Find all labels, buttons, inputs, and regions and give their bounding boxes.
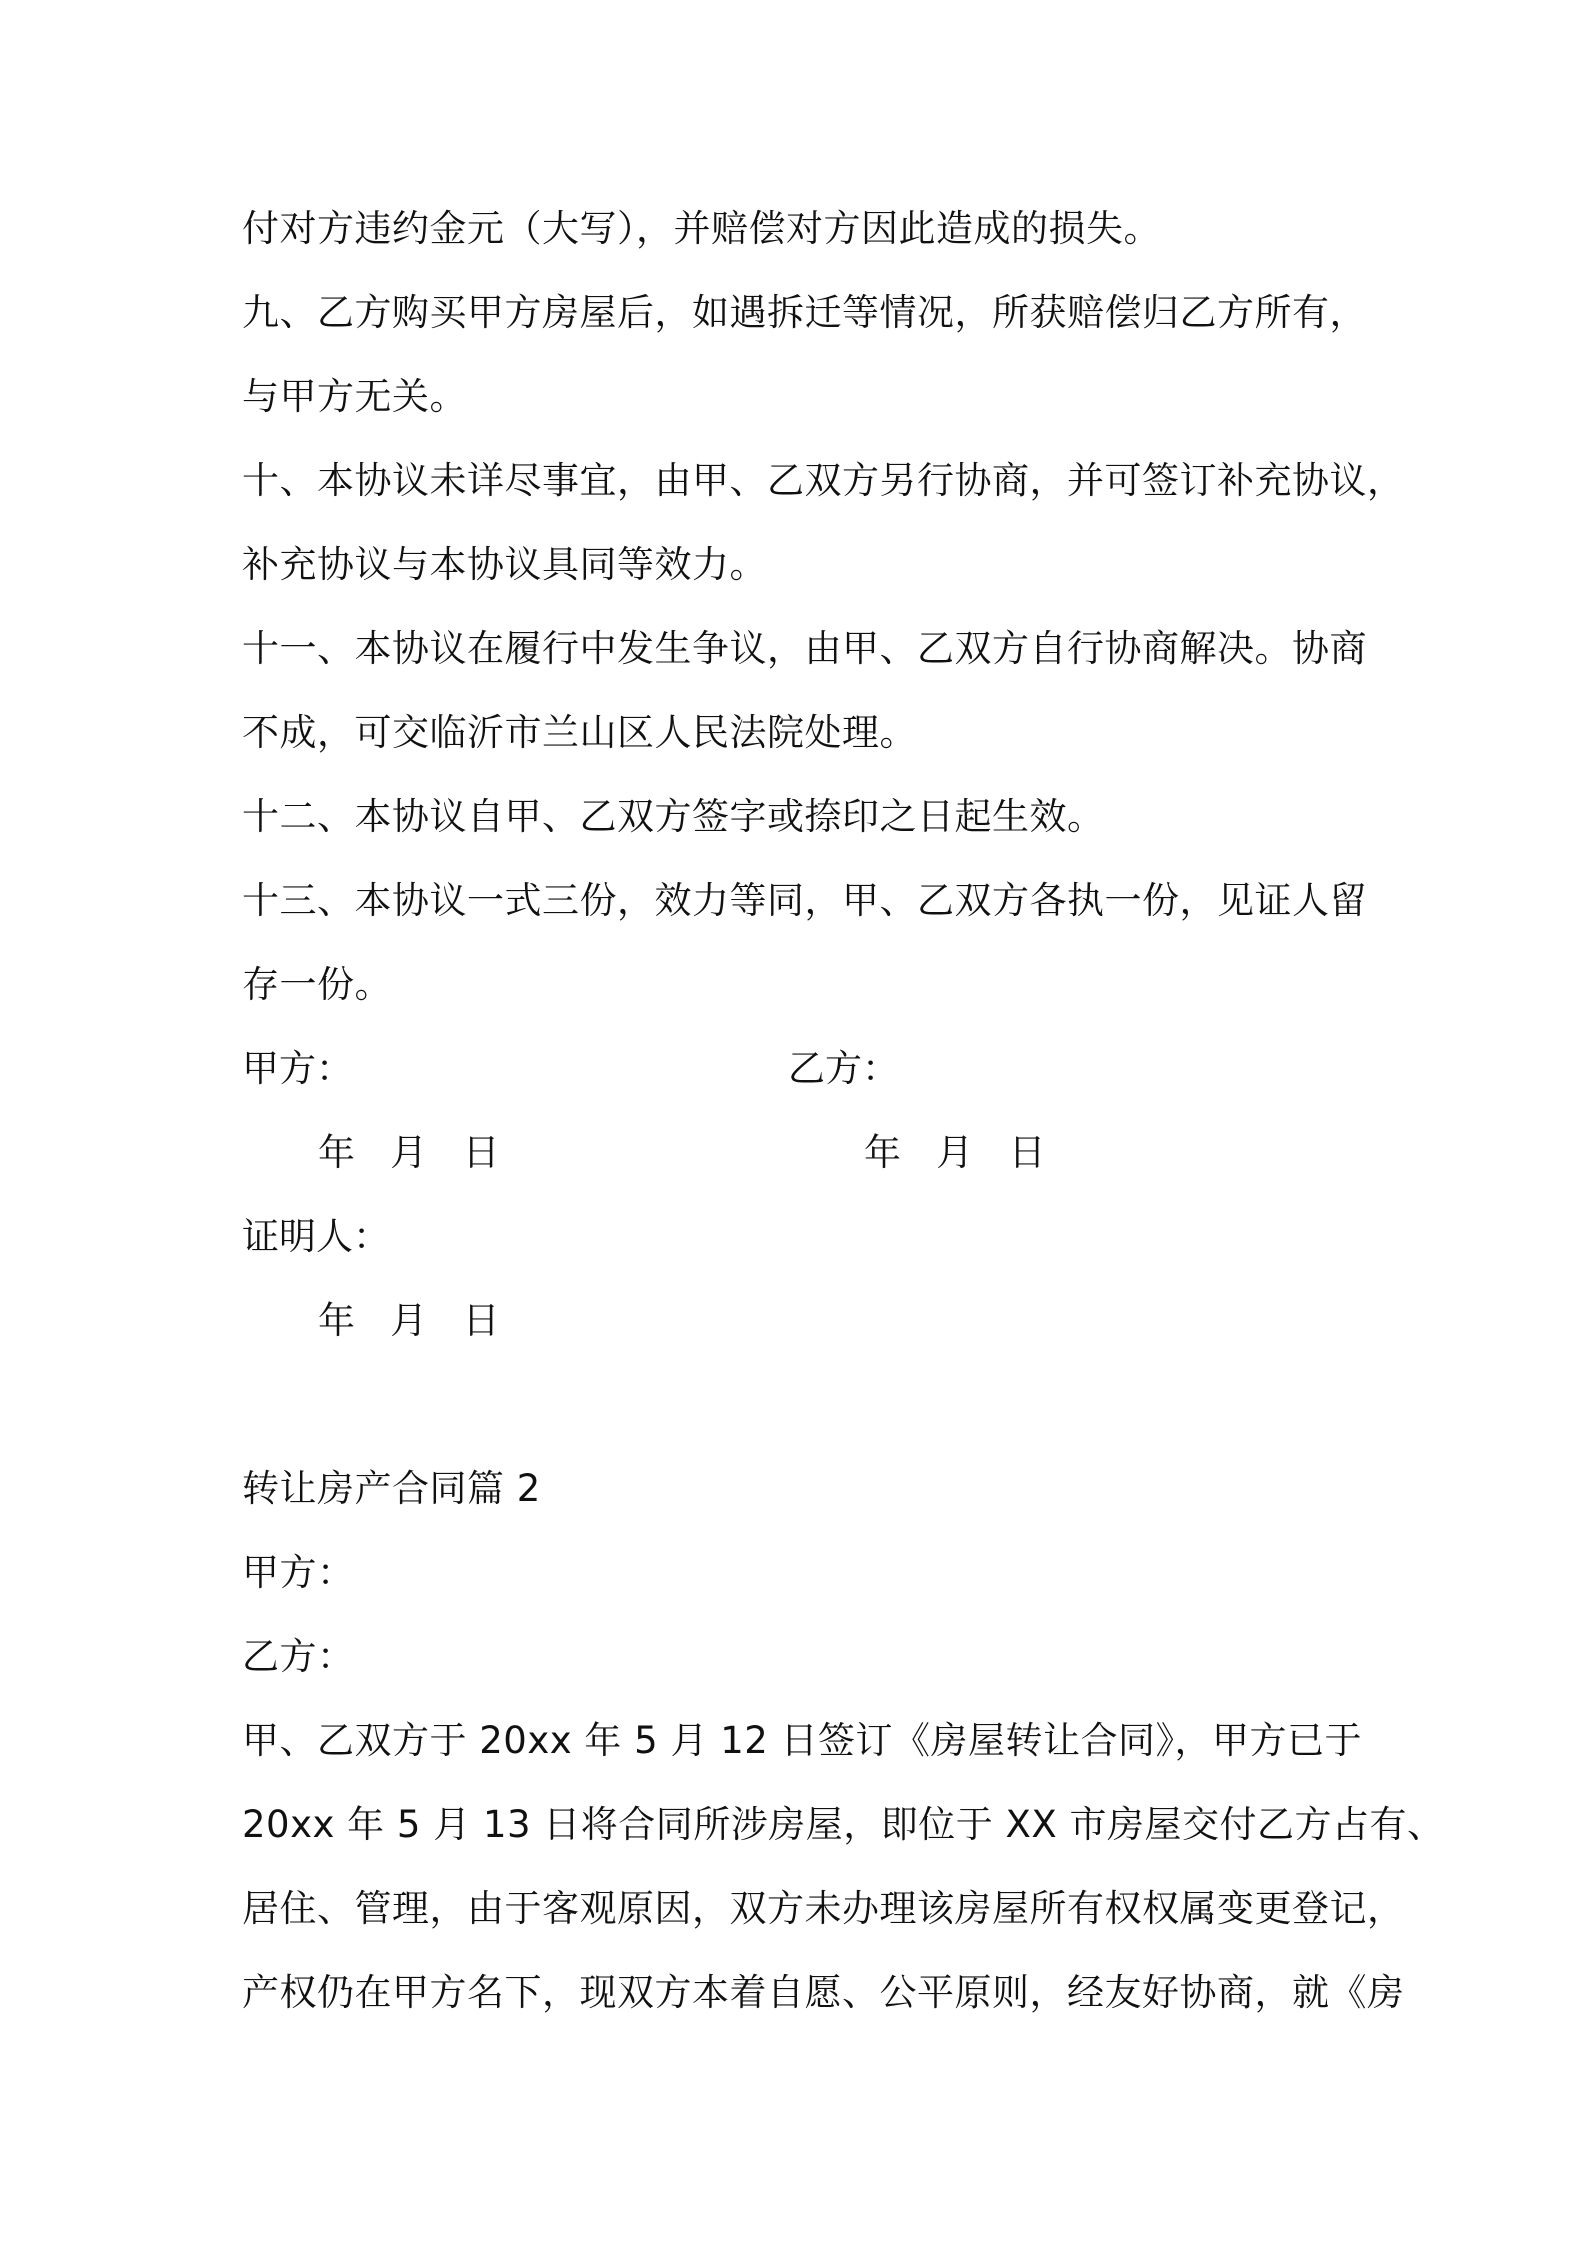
section-title: 转让房产合同篇 2 <box>242 1467 541 1510</box>
section2-party-b-label: 乙方： <box>242 1635 355 1678</box>
section2-body-line: 产权仍在甲方名下，现双方本着自愿、公平原则，经友好协商，就《房 <box>242 1971 1405 2014</box>
paragraph-line: 存一份。 <box>242 963 392 1006</box>
witness-signature-label: 证明人： <box>242 1215 390 1258</box>
section2-party-a-label: 甲方： <box>242 1551 355 1594</box>
paragraph-line: 不成，可交临沂市兰山区人民法院处理。 <box>242 711 917 754</box>
paragraph-line: 九、乙方购买甲方房屋后，如遇拆迁等情况，所获赔偿归乙方所有， <box>242 291 1367 334</box>
witness-date-label: 年 月 日 <box>318 1299 500 1342</box>
paragraph-line: 十三、本协议一式三份，效力等同，甲、乙双方各执一份，见证人留 <box>242 879 1367 922</box>
section2-body-line: 居住、管理，由于客观原因，双方未办理该房屋所有权权属变更登记， <box>242 1887 1405 1930</box>
section2-body-line: 20xx 年 5 月 13 日将合同所涉房屋，即位于 XX 市房屋交付乙方占有、 <box>242 1803 1445 1846</box>
paragraph-line: 与甲方无关。 <box>242 375 467 418</box>
party-b-signature-label: 乙方： <box>788 1047 899 1090</box>
party-a-signature-label: 甲方： <box>242 1047 353 1090</box>
paragraph-line: 十二、本协议自甲、乙双方签字或捺印之日起生效。 <box>242 795 1105 838</box>
party-a-date-label: 年 月 日 <box>318 1131 500 1174</box>
paragraph-line: 补充协议与本协议具同等效力。 <box>242 543 767 586</box>
paragraph-line: 付对方违约金元（大写），并赔偿对方因此造成的损失。 <box>242 207 1161 250</box>
party-b-date-label: 年 月 日 <box>864 1131 1046 1174</box>
section2-body-line: 甲、乙双方于 20xx 年 5 月 12 日签订《房屋转让合同》，甲方已于 <box>242 1719 1363 1762</box>
paragraph-line: 十、本协议未详尽事宜，由甲、乙双方另行协商，并可签订补充协议， <box>242 459 1405 502</box>
paragraph-line: 十一、本协议在履行中发生争议，由甲、乙双方自行协商解决。协商 <box>242 627 1367 670</box>
